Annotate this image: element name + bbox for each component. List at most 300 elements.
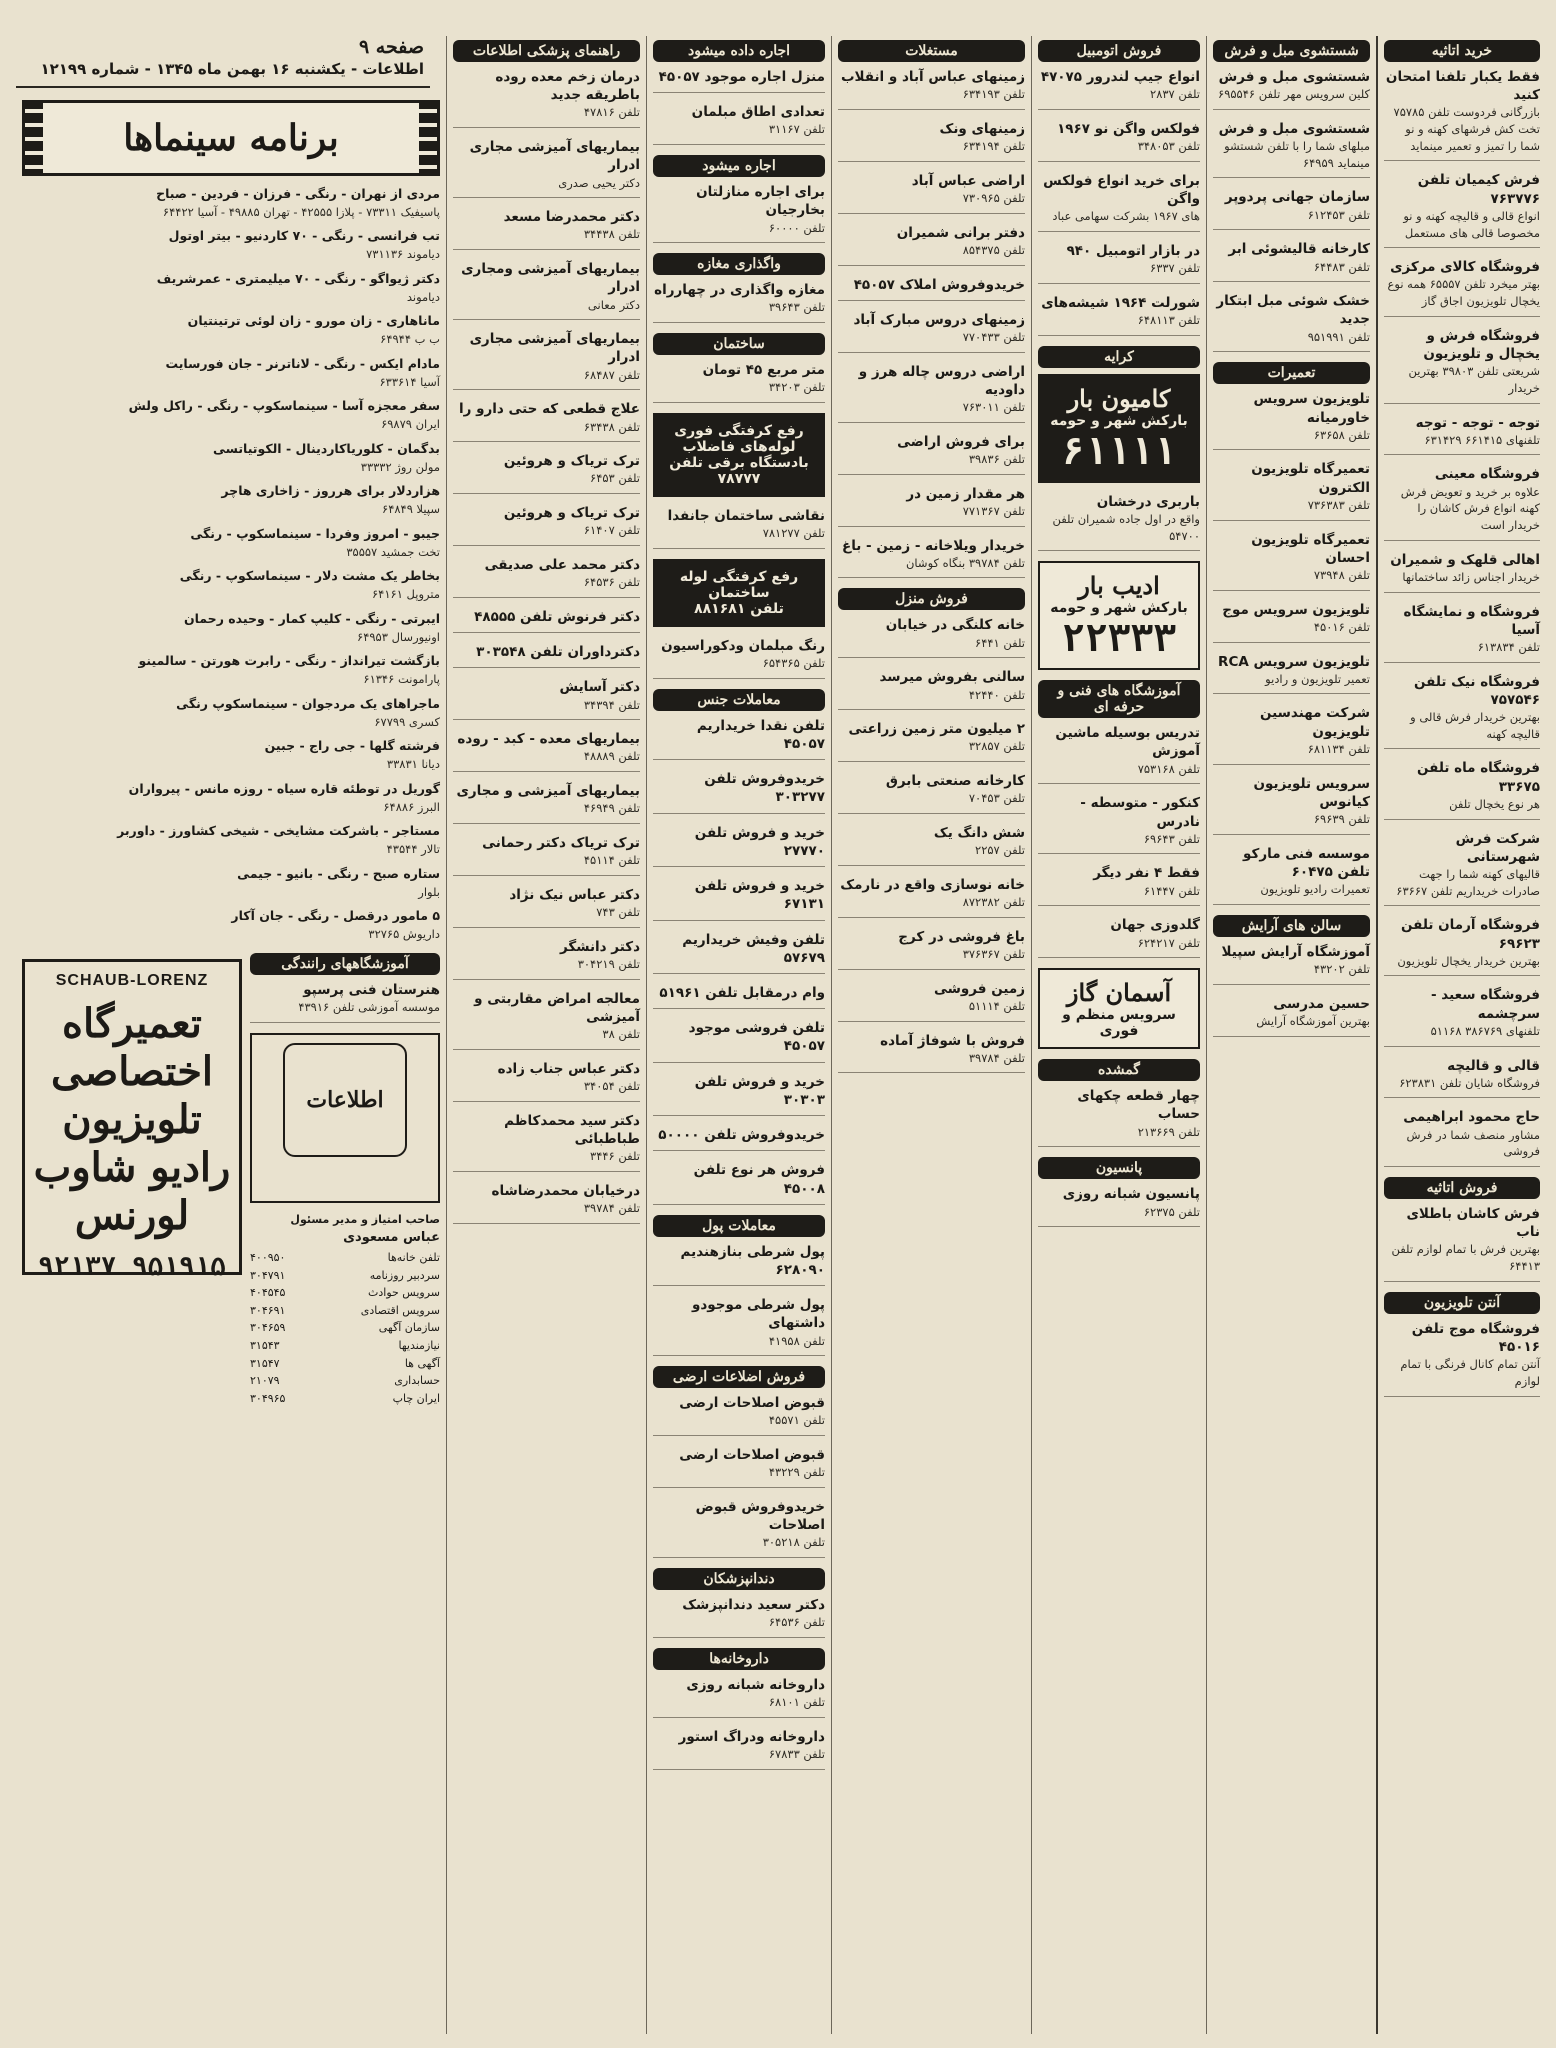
ad-list (653, 1394, 825, 1558)
ad-title: دکتر دانشگر (560, 938, 640, 955)
ad-title: خرید و فروش تلفن ۳۰۳۰۳ (694, 1073, 825, 1108)
staff-row-label: حسابداری (394, 1374, 440, 1388)
staff-row (250, 1267, 440, 1285)
ad-body: تلفن ۳۴۴۶ (590, 1149, 640, 1164)
ad-title: زمین فروشی (933, 980, 1025, 997)
ad-body: بهترین آموزشگاه آرایش (1256, 1013, 1370, 1028)
section-heading: آموزشگاه های فنی و حرفه ای (1038, 680, 1200, 718)
ad-list (1038, 724, 1200, 958)
ad-divider (653, 1435, 825, 1436)
ad-divider (250, 1022, 440, 1023)
classified-ad (1038, 794, 1200, 854)
ad-body: تلفن ۶۱۳۸۳۴ (1477, 640, 1540, 655)
ad-divider (1213, 642, 1370, 643)
section-heading: اجاره میشود (653, 155, 825, 177)
ad-divider (653, 1115, 825, 1116)
ad-body: تلفن ۶۲۴۲۱۷ (1137, 935, 1200, 950)
classified-ad (838, 537, 1025, 579)
ad-body: تلفن ۳۹۷۸۴ (583, 1201, 640, 1215)
ad-divider (653, 1285, 825, 1286)
ad-title: موسسه فنی مارکو تلفن ۶۰۴۷۵ (1243, 845, 1370, 880)
classified-ad (453, 208, 640, 250)
classified-ad (653, 1394, 825, 1436)
ad-body: تلفن ۳۹۸۳۶ (968, 452, 1025, 466)
ad-body: شریعتی تلفن ۳۹۸۰۳ بهترین خریدار (1408, 364, 1540, 395)
ad-body: هر نوع یخچال تلفن (1449, 796, 1540, 811)
ad-title: فروشگاه فرش و یخچال و تلویزیون (1423, 327, 1540, 363)
box-ad-subtitle: تلفن ۸۸۱۶۸۱ (694, 600, 784, 617)
box-ad-phone: ۲۲۳۳۳ (1061, 616, 1177, 661)
box-ad-title: کامیون بار (1067, 383, 1171, 413)
page-number: صفحه ۹ (358, 36, 424, 58)
ad-divider (453, 1223, 640, 1224)
ad-title: خانه نوسازی واقع در نارمک (840, 876, 1025, 893)
schaub-lorenz-ad (22, 959, 242, 1282)
ad-body: خریدار اجناس زائد ساختمانها (1402, 569, 1540, 584)
classified-ad (1384, 551, 1540, 593)
ad-divider (453, 127, 640, 128)
ad-title: چهار قطعه چکهای حساب (1077, 1088, 1200, 1123)
film-title: ایبرتی - رنگی - کلیپ کمار - وحیده رحمان (183, 610, 440, 626)
section-heading: گمشده (1038, 1059, 1200, 1081)
classified-ad (653, 361, 825, 403)
ad-title: خریدوفروش املاک ۴۵۰۵۷ (853, 276, 1025, 293)
ad-body: واقع در اول جاده شمیران تلفن ۵۴۷۰۰ (1052, 511, 1200, 543)
ad-divider (1038, 335, 1200, 336)
ad-divider (1213, 984, 1370, 985)
classified-ad (653, 931, 825, 974)
staff-row-value: ۳۰۴۷۹۱ (250, 1268, 286, 1282)
ad-body: بهترین فرش با تمام لوازم تلفن ۶۴۴۱۳ (1391, 1242, 1540, 1274)
classified-ad (453, 678, 640, 720)
ad-body: تلفن ۳۰۵۲۱۸ (762, 1535, 825, 1550)
ad-title: خانه کلنگی در خیابان (885, 617, 1025, 634)
ad-divider (838, 422, 1025, 423)
cinema-listing (22, 269, 440, 305)
classified-ad (1038, 864, 1200, 906)
classified-ad (1213, 292, 1370, 352)
classified-ad (453, 886, 640, 928)
ad-body: انواع قالی و قالیچه کهنه و نو مخصوصا قالی های مستعمل (1403, 208, 1540, 240)
ad-list (838, 68, 1025, 578)
section-heading: شستشوی مبل و فرش (1213, 40, 1370, 62)
ad-divider (1213, 281, 1370, 282)
classified-ad (1038, 1185, 1200, 1227)
ad-list (1384, 1205, 1540, 1282)
ad-divider (838, 865, 1025, 866)
ad-title: معالجه امراض مقاربتی و آمیزشی (474, 990, 640, 1025)
ad-divider (838, 577, 1025, 578)
section-heading: مستغلات (838, 40, 1025, 62)
classified-ad (1213, 240, 1370, 282)
cinema-listing (22, 184, 440, 220)
ad-title: فروش هر نوع تلفن ۴۵۰۰۸ (693, 1162, 825, 1197)
classified-ad (653, 281, 825, 323)
ad-title: سازمان جهانی پردوپر (1224, 189, 1370, 206)
ad-title: دکتر آسایش (559, 679, 640, 696)
ad-title: زمینهای دروس مبارک آباد (853, 311, 1025, 328)
ad-title: داروخانه شبانه روزی (686, 1677, 825, 1694)
classified-ad (1384, 830, 1540, 907)
ad-title: فولکس واگن نو ۱۹۶۷ (1057, 120, 1200, 137)
ad-divider (453, 319, 640, 320)
ad-body: تلفن ۷۷۰۴۳۳ (962, 330, 1025, 344)
ad-body: تلفن ۳۹۶۴۳ (768, 300, 825, 315)
classified-ad (1384, 1108, 1540, 1167)
ad-body: تلفن ۹۵۱۹۹۱ (1307, 329, 1370, 344)
ad-divider (453, 545, 640, 546)
staff-row-label: سازمان آگهی (378, 1321, 440, 1335)
box-ad-subtitle: بارکش شهر و حومه (1050, 412, 1188, 429)
classified-ad (838, 485, 1025, 527)
ad-body: تلفن ۵۱۱۱۴ (968, 998, 1025, 1013)
box-ad-title: آسمان گاز (1066, 978, 1172, 1008)
ad-body: تلفن ۶۸۴۸۷ (583, 367, 640, 382)
ad-divider (653, 1150, 825, 1151)
section-heading: فروش اتومبیل (1038, 40, 1200, 62)
ad-body: تلفن ۶۳۴۳۸ (583, 419, 640, 434)
classified-ad (1038, 916, 1200, 958)
ad-divider (1213, 904, 1370, 905)
ad-list (1384, 68, 1540, 1167)
classified-ad (838, 772, 1025, 814)
ad-divider (653, 1769, 825, 1770)
ad-title: خشک شوئی مبل ابتکار جدید (1216, 293, 1370, 328)
ad-title: فروشگاه آرمان تلفن ۶۹۶۲۳ (1401, 917, 1540, 952)
classified-ad (453, 68, 640, 128)
ad-divider (1213, 177, 1370, 178)
classified-ad (1213, 601, 1370, 643)
ad-divider (1384, 1046, 1540, 1047)
ad-list (1213, 943, 1370, 1037)
ad-title: انواع جیپ لندرور ۴۷۰۷۵ (1040, 69, 1200, 85)
ad-title: دکتر عباس نیک نژاد (509, 886, 640, 903)
ad-title: مغازه واگذاری در چهارراه (654, 282, 825, 299)
ad-body: تلفن ۶۳۴۱۹۴ (962, 139, 1025, 154)
classified-ad (453, 643, 640, 668)
classified-ad (453, 730, 640, 772)
staff-row-value: ۳۱۵۴۳ (250, 1338, 280, 1352)
ad-title: نقاشی ساختمان جانفدا (667, 508, 825, 524)
box-ad-title: رفع کرفتگی فوری لوله‌های فاضلاب (674, 423, 804, 455)
classified-ad (453, 1112, 640, 1172)
ad-divider (838, 657, 1025, 658)
film-theaters: بلوار (418, 884, 440, 899)
classified-ad (453, 504, 640, 546)
film-theaters: داریوش ۳۲۷۶۵ (368, 927, 440, 942)
classified-ad (1213, 188, 1370, 230)
classified-ad (838, 616, 1025, 658)
section-heading: داروخانه‌ها (653, 1648, 825, 1670)
cinema-listing (22, 821, 440, 857)
classified-ad (1213, 531, 1370, 591)
ad-title: فرش کاشان باطلای ناب (1406, 1206, 1540, 1241)
ad-title: دکتر فرنوش تلفن ۴۸۵۵۵ (474, 608, 640, 625)
ad-list (838, 616, 1025, 1073)
staff-row-value: ۲۱۰۷۹ (250, 1374, 280, 1388)
ad-body: تلفن ۷۸۱۲۷۷ (762, 526, 825, 541)
staff-row-value: ۴۰۴۵۴۵ (250, 1286, 286, 1300)
classified-ad (653, 770, 825, 813)
film-title: بازگشت تیرانداز - رنگی - رابرت هورتن - سالمینو (138, 653, 440, 669)
classified-ad (653, 1676, 825, 1718)
film-theaters: تخت جمشید ۳۵۵۵۷ (346, 544, 440, 559)
ad-divider (1213, 520, 1370, 521)
ad-divider (838, 917, 1025, 918)
film-title: مادام ایکس - رنگی - لاناترنر - جان فورسایت (165, 355, 440, 371)
ad-title: فروش با شوفاژ آماده (880, 1032, 1025, 1049)
ad-divider (1038, 109, 1200, 110)
ad-title: تعمیرگاه تلویزیون احسان (1251, 531, 1370, 566)
ad-body: تلفن ۶۴۵۳ (590, 471, 640, 486)
ad-title: دکتر سعید دندانپزشک (682, 1597, 825, 1614)
cinema-listing (22, 651, 440, 687)
classified-ad (453, 556, 640, 598)
ad-divider (653, 1008, 825, 1009)
film-title: دکتر ژیواگو - رنگی - ۷۰ میلیمتری - عمرشریف (156, 270, 440, 286)
ad-title: تلفن فروشی موجود ۴۵۰۵۷ (688, 1020, 825, 1055)
classified-ad (653, 824, 825, 867)
ad-body: تلفن ۴۳۲۰۲ (1313, 962, 1370, 976)
section-heading: آموزشگاههای رانندگی (250, 953, 440, 975)
staff-row-value: ۴۰۰۹۵۰ (250, 1251, 286, 1264)
classified-ad (838, 363, 1025, 423)
film-theaters: دیانا ۳۳۸۳۱ (386, 757, 440, 772)
ad-body: تلفن ۶۴۸۱۱۳ (1137, 313, 1200, 327)
classified-ad (838, 311, 1025, 353)
ad-divider (453, 597, 640, 598)
brand-area (22, 949, 242, 1408)
ad-title: حسین مدرسی (1273, 995, 1370, 1012)
ad-body: تلفنهای ۶۶۱۴۱۵ ۶۳۱۴۲۹ (1424, 432, 1540, 447)
film-theaters: ب ب ۶۴۹۴۴ (380, 332, 440, 347)
ad-divider (1384, 540, 1540, 541)
box-ad-drain (653, 413, 825, 497)
box-ad-aseman-gaz (1038, 968, 1200, 1049)
ad-title: قبوض اصلاحات ارضی (679, 1447, 825, 1464)
ad-body: کلین سرویس مهر تلفن ۶۹۵۵۴۶ (1218, 87, 1370, 102)
classified-ad (1213, 68, 1370, 110)
ad-divider (838, 1072, 1025, 1073)
classified-ad (838, 824, 1025, 866)
ad-title: بیماریهای آمیزشی ومجاری ادرار (461, 261, 640, 296)
ad-divider (1038, 905, 1200, 906)
brand-name: SCHAUB-LORENZ (55, 971, 209, 989)
ad-body: تلفن ۷۰۴۵۳ (968, 791, 1025, 806)
ad-title: فروشگاه سعید - سرچشمه (1430, 987, 1540, 1022)
ad-body: تلفن ۶۴۴۱ (975, 635, 1025, 650)
ad-divider (1384, 748, 1540, 749)
film-theaters: دیاموند ۷۳۱۱۳۶ (366, 247, 440, 262)
ad-divider (453, 719, 640, 720)
ad-body: تلفن ۳۴۲۰۳ (768, 380, 825, 395)
ad-body: بازرگانی فردوست تلفن ۷۵۷۸۵ تخت کش فرشهای کهنه و نو شما را تمیز و تعمیر مینماید (1393, 105, 1540, 153)
ad-body: تلفن ۷۷۱۳۶۷ (962, 503, 1025, 518)
section-heading: راهنمای پزشکی اطلاعات (453, 40, 640, 62)
ad-title: فروشگاه کالای مرکزی (1390, 259, 1540, 276)
ad-body: موسسه آموزشی تلفن ۴۳۹۱۶ (298, 999, 440, 1014)
staff-row (250, 1337, 440, 1355)
cinema-listing (22, 481, 440, 517)
classified-ad (1384, 414, 1540, 456)
ad-list (653, 1596, 825, 1638)
classified-ad (1038, 1087, 1200, 1147)
ad-body: تلفن ۷۳۶۳۸۳ (1307, 497, 1370, 512)
film-title: بخاطر یک مشت دلار - سینماسکوپ - رنگی (179, 568, 440, 584)
classified-ad (1213, 943, 1370, 985)
ad-divider (653, 92, 825, 93)
classified-ad (1038, 120, 1200, 162)
ad-title: بیماریهای آمیزشی مجاری ادرار (469, 139, 640, 174)
ad-title: در بازار اتومبیل ۹۴۰ (1066, 242, 1200, 259)
ad-title: هر مقدار زمین در (906, 485, 1025, 502)
film-theaters: دیاموند (406, 289, 440, 304)
staff-name: عباس مسعودی (343, 1230, 440, 1246)
classified-ad (653, 984, 825, 1009)
section-heading: ساختمان (653, 333, 825, 355)
classified-ad (838, 980, 1025, 1022)
ad-title: پول شرطی موجودو داشتهای (691, 1297, 825, 1332)
film-title: مردی از نهران - رنگی - فرزان - فردین - صباح (156, 186, 440, 201)
ad-title: فرش کیمیان تلفن ۷۶۳۷۷۶ (1417, 172, 1540, 207)
ad-list (1384, 1320, 1540, 1397)
ad-title: دکتر محمد علی صدیقی (484, 557, 640, 573)
ad-title: خریدوفروش قبوض اصلاحات (695, 1499, 825, 1534)
staff-row-label: آگهی ها (404, 1356, 440, 1370)
cinema-listing (22, 396, 440, 432)
film-title: تب فرانسی - رنگی - ۷۰ کاردنیو - بیتر اوتول (168, 228, 440, 244)
film-theaters: سپیلا ۶۴۸۴۹ (382, 502, 440, 517)
ad-body: تلفن ۶۳۳۷ (1150, 261, 1200, 276)
classified-ad (453, 400, 640, 442)
ad-divider (1213, 590, 1370, 591)
ad-divider (653, 759, 825, 760)
ad-divider (653, 144, 825, 145)
ad-divider (653, 1637, 825, 1638)
staff-row-label: سرویس حوادث (368, 1286, 440, 1300)
classified-ad (453, 1060, 640, 1102)
ad-list (1213, 68, 1370, 352)
ad-title: حاج محمود ابراهیمی (1403, 1109, 1540, 1126)
ad-body: تلفن ۸۵۴۳۷۵ (962, 242, 1025, 257)
section-heading: معاملات جنس (653, 689, 825, 711)
film-title: مستاجر - باشرکت مشایخی - شیخی کشاورز - داوربر (117, 823, 440, 839)
ad-body: تلفن ۷۴۳ (596, 905, 640, 920)
ad-body: مشاور منصف شما در فرش فروشی (1406, 1127, 1540, 1159)
ad-divider (653, 1355, 825, 1356)
ad-title: اهالی قلهک و شمیران (1390, 551, 1540, 568)
ad-divider (453, 249, 640, 250)
classified-ad (1384, 603, 1540, 663)
ad-divider (1384, 662, 1540, 663)
ad-title: شستشوی مبل و فرش (1218, 69, 1370, 85)
column-rentals (646, 36, 831, 2034)
film-theaters: تالار ۴۳۵۴۴ (386, 842, 440, 857)
ad-body: تلفن ۷۵۳۱۶۸ (1137, 761, 1200, 776)
ad-title: پانسیون شبانه روزی (1062, 1186, 1200, 1203)
staff-row (250, 1284, 440, 1302)
ad-body: تلفن ۲۸۳۷ (1150, 87, 1200, 102)
ad-divider (653, 920, 825, 921)
classified-ad (453, 138, 640, 198)
ad-divider (838, 161, 1025, 162)
film-title: سفر معجزه آسا - سینماسکوپ - رنگی - راکل ولش (128, 398, 440, 414)
ad-divider (1384, 160, 1540, 161)
ad-divider (838, 300, 1025, 301)
classified-ad (1213, 120, 1370, 179)
film-theaters: کسری ۶۷۷۹۹ (374, 714, 440, 729)
ad-divider (1213, 109, 1370, 110)
ad-title: فقط یکبار تلفنا امتحان کنید (1385, 69, 1540, 104)
ad-title: وام درمقابل تلفن ۵۱۹۶۱ (659, 984, 825, 1001)
ad-body: تلفن ۳۴۸۰۵۳ (1137, 139, 1200, 154)
ad-body: تلفن ۴۵۵۷۱ (768, 1413, 825, 1428)
ad-title: توجه - توجه - توجه (1415, 414, 1540, 431)
classified-ad (838, 720, 1025, 762)
classified-ad (653, 1073, 825, 1116)
section-heading: فروش منزل (838, 588, 1025, 610)
classified-ad (653, 1596, 825, 1638)
ad-list (653, 717, 825, 1205)
ad-body: تعمیرات رادیو تلویزیون (1260, 882, 1370, 897)
classified-ad (1038, 172, 1200, 232)
ad-divider (1213, 449, 1370, 450)
cinema-listing (22, 609, 440, 645)
ad-divider (1038, 283, 1200, 284)
ad-divider (1213, 351, 1370, 352)
ad-body: تلفن ۶۱۴۰۷ (583, 523, 640, 538)
ad-title: ترک تریاک و هروئین (503, 453, 640, 470)
ad-body: تعمیر تلویزیون و رادیو (1265, 671, 1370, 686)
classified-ad (1213, 704, 1370, 764)
ad-title: بیماریهای آمیزشی مجاری ادرار (469, 331, 640, 366)
ad-divider (1384, 975, 1540, 976)
ad-body: های ۱۹۶۷ بشرکت سهامی عباد (1052, 209, 1200, 224)
column-carpet-cleaning (1206, 36, 1376, 2034)
classified-ad (453, 608, 640, 633)
classified-ad (453, 330, 640, 390)
column-buy-furniture (1376, 36, 1546, 2034)
section-heading: آنتن تلویزیون (1384, 1292, 1540, 1314)
ad-divider (1213, 1036, 1370, 1037)
ad-divider (1038, 161, 1200, 162)
ad-title: سالنی بفروش میرسد (879, 669, 1025, 686)
ad-title: باربری درخشان (1096, 493, 1200, 510)
ad-divider (453, 979, 640, 980)
ad-title: شرکت مهندسین تلویزیون (1259, 705, 1370, 740)
staff-row-value: ۳۱۵۴۷ (250, 1356, 280, 1370)
ad-list (1038, 1185, 1200, 1227)
staff-box (250, 1211, 440, 1408)
ad-body: تلفن ۶۴۵۳۶ (768, 1615, 825, 1630)
column-car-sales (1031, 36, 1206, 2034)
ad-body: تلفن ۳۸ (602, 1027, 640, 1042)
ad-body: تلفن ۶۵۴۳۶۵ (762, 656, 825, 671)
film-title: هزاردلار برای هرروز - زاخاری هاچر (221, 483, 440, 499)
masthead-box (250, 1033, 440, 1203)
ad-body: تلفن ۴۱۹۵۸ (768, 1333, 825, 1348)
classified-ad (838, 68, 1025, 110)
ad-divider (1384, 1396, 1540, 1397)
classified-ad (653, 717, 825, 760)
issue-info: اطلاعات - یکشنبه ۱۶ بهمن ماه ۱۳۴۵ - شماره ۱۲۱۹۹ (40, 60, 424, 78)
ad-title: کارخانه قالیشوئی ابر (1228, 241, 1370, 258)
ad-divider (838, 109, 1025, 110)
ad-title: زمینهای عباس آباد و انقلاب (840, 69, 1025, 85)
ad-body: بهترین خریدار یخچال تلویزیون (1397, 953, 1540, 968)
ad-body: مبلهای شما را با تلفن شستشو مینماید ۶۴۹۵۹ (1224, 139, 1370, 170)
staff-row-value: ۳۰۴۶۵۹ (250, 1321, 286, 1335)
